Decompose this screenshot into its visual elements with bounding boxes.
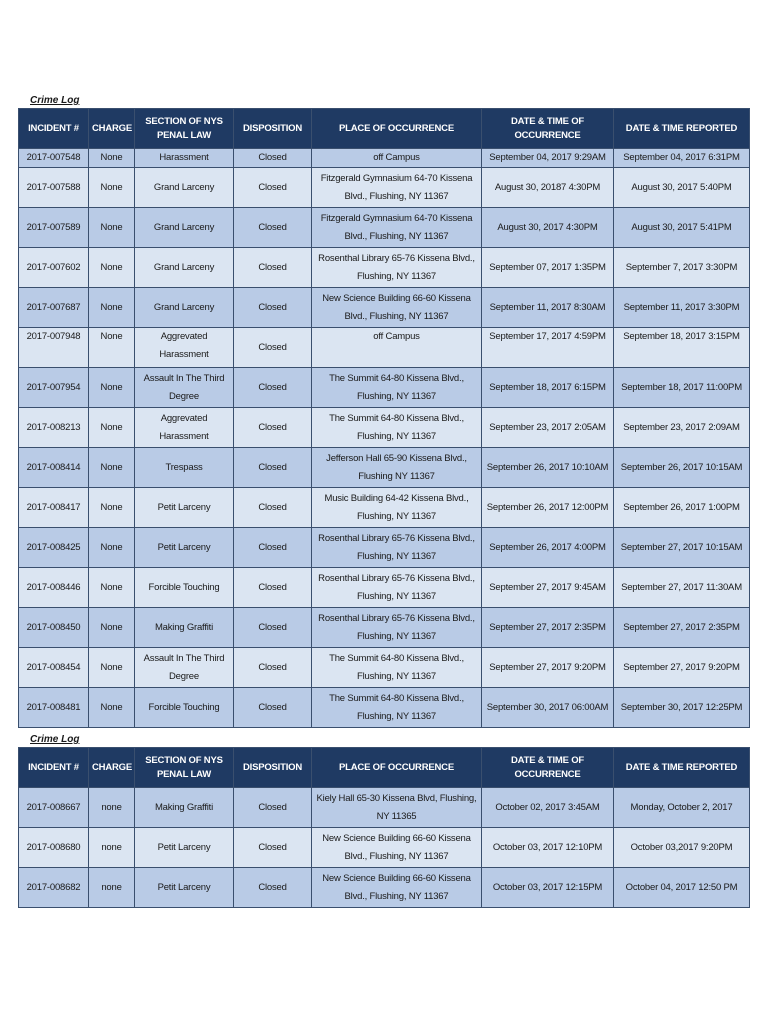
table-row: [19, 868, 750, 908]
occurred-cell: September 26, 2017 12:00PM: [482, 488, 614, 528]
place-cell: Rosenthal Library 65-76 Kissena Blvd., Flushing, NY 11367: [312, 608, 482, 648]
incident-cell: 2017-008446: [19, 568, 89, 608]
section-cell: Petit Larceny: [135, 868, 234, 908]
disposition-cell: Closed: [234, 408, 312, 448]
crime-log-section-1: [18, 94, 749, 728]
place-cell: New Science Building 66-60 Kissena Blvd., Flushing, NY 11367: [312, 868, 482, 908]
table-row: [19, 788, 750, 828]
reported-cell: August 30, 2017 5:40PM: [614, 168, 750, 208]
header-disposition: DISPOSITION: [234, 109, 312, 149]
occurred-cell: September 27, 2017 9:45AM: [482, 568, 614, 608]
header-incident: INCIDENT #: [19, 109, 89, 149]
table-row: [19, 648, 750, 688]
incident-cell: 2017-008481: [19, 688, 89, 728]
table-row: [19, 448, 750, 488]
place-cell: Music Building 64-42 Kissena Blvd., Flushing, NY 11367: [312, 488, 482, 528]
table-row: [19, 568, 750, 608]
charge-cell: None: [89, 608, 135, 648]
disposition-cell: Closed: [234, 648, 312, 688]
charge-cell: None: [89, 528, 135, 568]
section-cell: Making Graffiti: [135, 608, 234, 648]
place-cell: off Campus: [312, 149, 482, 168]
charge-cell: None: [89, 248, 135, 288]
occurred-cell: September 07, 2017 1:35PM: [482, 248, 614, 288]
reported-cell: September 26, 2017 10:15AM: [614, 448, 750, 488]
table-row: [19, 248, 750, 288]
charge-cell: None: [89, 688, 135, 728]
occurred-cell: September 18, 2017 6:15PM: [482, 368, 614, 408]
charge-cell: None: [89, 648, 135, 688]
charge-cell: None: [89, 568, 135, 608]
table-row: [19, 288, 750, 328]
occurred-cell: September 27, 2017 9:20PM: [482, 648, 614, 688]
reported-cell: September 11, 2017 3:30PM: [614, 288, 750, 328]
crime-log-caption: Crime Log: [30, 734, 80, 745]
section-cell: Harassment: [135, 149, 234, 168]
table-row: [19, 149, 750, 168]
place-cell: Jefferson Hall 65-90 Kissena Blvd., Flushing NY 11367: [312, 448, 482, 488]
table-row: [19, 488, 750, 528]
crime-log-table-2: [18, 747, 750, 908]
charge-cell: None: [89, 328, 135, 368]
section-cell: Trespass: [135, 448, 234, 488]
header-disposition: DISPOSITION: [234, 748, 312, 788]
incident-cell: 2017-007954: [19, 368, 89, 408]
disposition-cell: Closed: [234, 528, 312, 568]
charge-cell: None: [89, 149, 135, 168]
incident-cell: 2017-008414: [19, 448, 89, 488]
section-cell: Aggrevated Harassment: [135, 408, 234, 448]
disposition-cell: Closed: [234, 788, 312, 828]
place-cell: Fitzgerald Gymnasium 64-70 Kissena Blvd., Flushing, NY 11367: [312, 208, 482, 248]
occurred-cell: September 26, 2017 10:10AM: [482, 448, 614, 488]
header-reported: DATE & TIME REPORTED: [614, 109, 750, 149]
occurred-cell: September 04, 2017 9:29AM: [482, 149, 614, 168]
charge-cell: None: [89, 208, 135, 248]
header-section: SECTION OF NYS PENAL LAW: [135, 748, 234, 788]
section-cell: Making Graffiti: [135, 788, 234, 828]
reported-cell: September 04, 2017 6:31PM: [614, 149, 750, 168]
place-cell: Kiely Hall 65-30 Kissena Blvd, Flushing, NY 11365: [312, 788, 482, 828]
occurred-cell: September 11, 2017 8:30AM: [482, 288, 614, 328]
incident-cell: 2017-008417: [19, 488, 89, 528]
place-cell: New Science Building 66-60 Kissena Blvd., Flushing, NY 11367: [312, 828, 482, 868]
table-row: [19, 328, 750, 368]
occurred-cell: September 23, 2017 2:05AM: [482, 408, 614, 448]
disposition-cell: Closed: [234, 568, 312, 608]
section-cell: Grand Larceny: [135, 168, 234, 208]
crime-log-section-2: [18, 733, 749, 908]
place-cell: off Campus: [312, 328, 482, 368]
disposition-cell: Closed: [234, 288, 312, 328]
charge-cell: None: [89, 168, 135, 208]
place-cell: Fitzgerald Gymnasium 64-70 Kissena Blvd., Flushing, NY 11367: [312, 168, 482, 208]
table-row: [19, 168, 750, 208]
section-cell: Forcible Touching: [135, 688, 234, 728]
reported-cell: Monday, October 2, 2017: [614, 788, 750, 828]
header-section: SECTION OF NYS PENAL LAW: [135, 109, 234, 149]
place-cell: Rosenthal Library 65-76 Kissena Blvd., Flushing, NY 11367: [312, 568, 482, 608]
occurred-cell: September 27, 2017 2:35PM: [482, 608, 614, 648]
table-row: [19, 528, 750, 568]
charge-cell: none: [89, 868, 135, 908]
incident-cell: 2017-008213: [19, 408, 89, 448]
disposition-cell: Closed: [234, 488, 312, 528]
reported-cell: September 26, 2017 1:00PM: [614, 488, 750, 528]
place-cell: The Summit 64-80 Kissena Blvd., Flushing, NY 11367: [312, 688, 482, 728]
table-row: [19, 828, 750, 868]
incident-cell: 2017-007948: [19, 328, 89, 368]
reported-cell: September 27, 2017 10:15AM: [614, 528, 750, 568]
disposition-cell: Closed: [234, 208, 312, 248]
place-cell: The Summit 64-80 Kissena Blvd., Flushing, NY 11367: [312, 408, 482, 448]
incident-cell: 2017-008667: [19, 788, 89, 828]
reported-cell: September 27, 2017 11:30AM: [614, 568, 750, 608]
section-cell: Petit Larceny: [135, 528, 234, 568]
charge-cell: None: [89, 448, 135, 488]
header-place: PLACE OF OCCURRENCE: [312, 748, 482, 788]
charge-cell: None: [89, 408, 135, 448]
occurred-cell: September 30, 2017 06:00AM: [482, 688, 614, 728]
disposition-cell: Closed: [234, 688, 312, 728]
header-occurred: DATE & TIME OF OCCURRENCE: [482, 748, 614, 788]
incident-cell: 2017-007602: [19, 248, 89, 288]
charge-cell: None: [89, 488, 135, 528]
incident-cell: 2017-008682: [19, 868, 89, 908]
disposition-cell: Closed: [234, 149, 312, 168]
section-cell: Petit Larceny: [135, 828, 234, 868]
header-charge: CHARGE: [89, 748, 135, 788]
table-header-row: [19, 109, 750, 149]
reported-cell: September 18, 2017 11:00PM: [614, 368, 750, 408]
incident-cell: 2017-007588: [19, 168, 89, 208]
reported-cell: September 18, 2017 3:15PM: [614, 328, 750, 368]
section-cell: Petit Larceny: [135, 488, 234, 528]
reported-cell: September 27, 2017 9:20PM: [614, 648, 750, 688]
disposition-cell: Closed: [234, 828, 312, 868]
header-charge: CHARGE: [89, 109, 135, 149]
table-row: [19, 688, 750, 728]
occurred-cell: October 02, 2017 3:45AM: [482, 788, 614, 828]
place-cell: Rosenthal Library 65-76 Kissena Blvd., Flushing, NY 11367: [312, 248, 482, 288]
header-incident: INCIDENT #: [19, 748, 89, 788]
incident-cell: 2017-007548: [19, 149, 89, 168]
section-cell: Aggrevated Harassment: [135, 328, 234, 368]
occurred-cell: September 17, 2017 4:59PM: [482, 328, 614, 368]
reported-cell: September 30, 2017 12:25PM: [614, 688, 750, 728]
reported-cell: August 30, 2017 5:41PM: [614, 208, 750, 248]
header-occurred: DATE & TIME OF OCCURRENCE: [482, 109, 614, 149]
section-cell: Assault In The Third Degree: [135, 368, 234, 408]
occurred-cell: October 03, 2017 12:10PM: [482, 828, 614, 868]
disposition-cell: Closed: [234, 368, 312, 408]
occurred-cell: September 26, 2017 4:00PM: [482, 528, 614, 568]
table-row: [19, 368, 750, 408]
disposition-cell: Closed: [234, 868, 312, 908]
charge-cell: None: [89, 288, 135, 328]
crime-log-body-2: [19, 788, 750, 908]
table-row: [19, 608, 750, 648]
incident-cell: 2017-008454: [19, 648, 89, 688]
incident-cell: 2017-007687: [19, 288, 89, 328]
incident-cell: 2017-007589: [19, 208, 89, 248]
incident-cell: 2017-008680: [19, 828, 89, 868]
crime-log-body-1: [19, 149, 750, 728]
occurred-cell: October 03, 2017 12:15PM: [482, 868, 614, 908]
reported-cell: September 23, 2017 2:09AM: [614, 408, 750, 448]
table-header-row: [19, 748, 750, 788]
header-place: PLACE OF OCCURRENCE: [312, 109, 482, 149]
reported-cell: October 03,2017 9:20PM: [614, 828, 750, 868]
section-cell: Grand Larceny: [135, 248, 234, 288]
crime-log-caption: Crime Log: [30, 95, 80, 106]
crime-log-table-1: [18, 108, 750, 728]
section-cell: Grand Larceny: [135, 288, 234, 328]
disposition-cell: Closed: [234, 168, 312, 208]
place-cell: New Science Building 66-60 Kissena Blvd., Flushing, NY 11367: [312, 288, 482, 328]
occurred-cell: August 30, 20187 4:30PM: [482, 168, 614, 208]
occurred-cell: August 30, 2017 4:30PM: [482, 208, 614, 248]
charge-cell: None: [89, 368, 135, 408]
charge-cell: none: [89, 788, 135, 828]
section-cell: Assault In The Third Degree: [135, 648, 234, 688]
place-cell: The Summit 64-80 Kissena Blvd., Flushing, NY 11367: [312, 368, 482, 408]
table-row: [19, 408, 750, 448]
disposition-cell: Closed: [234, 328, 312, 368]
place-cell: Rosenthal Library 65-76 Kissena Blvd., Flushing, NY 11367: [312, 528, 482, 568]
place-cell: The Summit 64-80 Kissena Blvd., Flushing, NY 11367: [312, 648, 482, 688]
header-reported: DATE & TIME REPORTED: [614, 748, 750, 788]
section-cell: Forcible Touching: [135, 568, 234, 608]
incident-cell: 2017-008450: [19, 608, 89, 648]
reported-cell: October 04, 2017 12:50 PM: [614, 868, 750, 908]
disposition-cell: Closed: [234, 248, 312, 288]
reported-cell: September 27, 2017 2:35PM: [614, 608, 750, 648]
incident-cell: 2017-008425: [19, 528, 89, 568]
table-row: [19, 208, 750, 248]
disposition-cell: Closed: [234, 608, 312, 648]
disposition-cell: Closed: [234, 448, 312, 488]
charge-cell: none: [89, 828, 135, 868]
reported-cell: September 7, 2017 3:30PM: [614, 248, 750, 288]
section-cell: Grand Larceny: [135, 208, 234, 248]
